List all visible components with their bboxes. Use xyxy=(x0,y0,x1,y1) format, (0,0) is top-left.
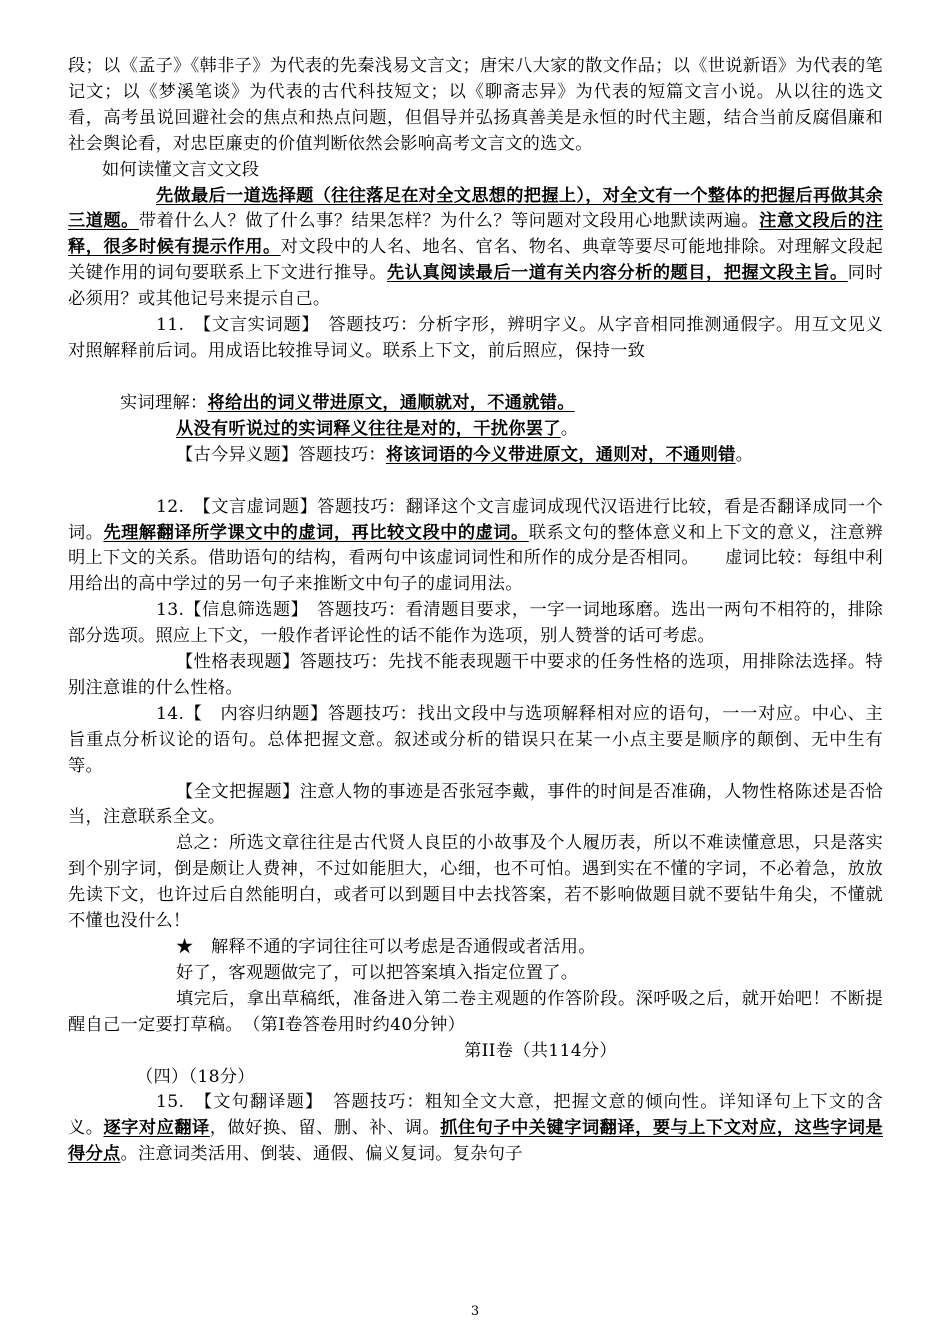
paragraph-reading-method xyxy=(68,184,883,314)
key-point: 抓住句子中关键字词翻译，要与上下文对应，这些字词是得分点 xyxy=(68,1118,883,1165)
label: 实词理解： xyxy=(120,392,208,413)
question-11: 11. 【文言实词题】 答题技巧：分析字形，辨明字义。从字音相同推测通假字。用互文见义对照解释前后词。用成语比较推导词义。联系上下文，前后照应，保持一致 xyxy=(68,315,883,361)
key-point: 注意文段后的注释，很多时候有提示作用。 xyxy=(68,211,883,258)
text-span: 联系文句的整体意义和上下文的意义，注意辨明上下文的关系。借助语句的结构，看两句中该虚词词性和所作的成分是否相同。 虚词比较：每组中利用给出的高中学过的另一句子来推断文中句子的虚词用法。 xyxy=(68,522,883,595)
question-12 xyxy=(68,495,883,599)
key-point: 将该词语的今义带进原文，通则对，不通则错 xyxy=(385,444,736,465)
text-span: 同时必须用？或其他记号来提示自己。 xyxy=(68,263,883,310)
star-note: ★ 解释不通的字词往往可以考虑是否通假或者活用。 xyxy=(176,937,596,957)
q11-word-meaning xyxy=(68,391,883,417)
text-span: 。 xyxy=(560,418,579,439)
text-span: 12. 【文言虚词题】答题技巧：翻译这个文言虚词成现代汉语进行比较，看是否翻译成同一个词。 xyxy=(68,496,883,543)
text-span: 。 xyxy=(735,444,754,465)
q11-unheard-meaning xyxy=(68,417,883,443)
q14-whole-text: 【全文把握题】注意人物的事迹是否张冠李戴，事件的时间是否准确，人物性格陈述是否恰当，注意联系全文。 xyxy=(68,781,883,828)
text-span: 15. 【文句翻译题】 答题技巧：粗知全文大意，把握文意的倾向性。详知译句上下文的含义。 xyxy=(68,1092,883,1139)
text-span: 带着什么人？做了什么事？结果怎样？为什么？等问题对文段用心地默读两遍。 xyxy=(138,211,760,232)
q11-ancient-modern xyxy=(68,443,883,469)
heading-how-to-read: 如何读懂文言文文段 xyxy=(102,159,260,180)
question-15 xyxy=(68,1090,883,1168)
question-13: 13.【信息筛选题】 答题技巧：看清题目要求，一字一词地琢磨。选出一两句不相符的，排除部分选项。照应上下文，一般作者评论性的话不能作为选项，别人赞誉的话可考虑。 xyxy=(68,600,883,647)
question-14: 14.【 内容归纳题】答题技巧：找出文段中与选项解释相对应的语句，一一对应。中心、主旨重点分析议论的语句。总体把握文意。叙述或分析的错误只在某一小点主要是顺序的颠倒、无中生有等。 xyxy=(68,703,883,776)
key-point: 先做最后一道选择题（往往落足在对全文思想的把握上），对全文有一个整体的把握后再做其余三道题。 xyxy=(68,185,883,232)
section-4-heading: （四）（18分） xyxy=(136,1066,255,1087)
paragraph-intro: 段；以《孟子》《韩非子》为代表的先秦浅易文言文；唐宋八大家的散文作品；以《世说新语》为代表的笔记文；以《梦溪笔谈》为代表的古代科技短文；以《聊斋志异》为代表的短篇文言小说。从以往的选文看，高考虽说回避社会的焦点和热点问题，但倡导并弘扬真善美是永恒的时代主题，结合当前反腐倡廉和社会舆论看，对忠臣廉吏的价值判断依然会影响高考文言文的选文。 xyxy=(68,56,883,154)
label: 【古今异义题】答题技巧： xyxy=(176,444,386,465)
key-point: 先理解翻译所学课文中的虚词，再比较文段中的虚词。 xyxy=(103,522,529,543)
next-step-note: 填完后，拿出草稿纸，准备进入第二卷主观题的作答阶段。深呼吸之后，就开始吧！不断提醒自己一定要打草稿。 （第Ⅰ卷答卷用时约40分钟） xyxy=(68,988,883,1035)
q13-character: 【性格表现题】答题技巧：先找不能表现题干中要求的任务性格的选项，用排除法选择。特别注意谁的什么性格。 xyxy=(68,652,883,698)
document-body xyxy=(68,54,883,1168)
text-span: ，做好换、留、删、补、调。 xyxy=(209,1118,441,1139)
text-span: 对文段中的人名、地名、官名、物名、典章等要尽可能地排除。对理解文段起关键作用的词句要联系上下文进行推导。 xyxy=(68,237,883,284)
text-span: 。注意词类活用、倒装、通假、偏义复词。复杂句子 xyxy=(120,1144,523,1165)
key-point: 从没有听说过的实词释义往往是对的，干扰你罢了 xyxy=(176,418,561,439)
key-point: 将给出的词义带进原文，通顺就对，不通就错。 xyxy=(207,392,575,413)
volume-2-heading: 第II卷（共114分） xyxy=(464,1040,617,1061)
summary-paragraph: 总之：所选文章往往是古代贤人良臣的小故事及个人履历表，所以不难读懂意思，只是落实到个别字词，倒是颇让人费神，不过如能胆大，心细，也不可怕。遇到实在不懂的字词，不必着急，放放先读下文，也许过后自然能明白，或者可以到题目中去找答案，若不影响做题目就不要钻牛角尖，不懂就不懂也没什么！ xyxy=(68,833,883,932)
key-point: 逐字对应翻译 xyxy=(103,1118,210,1139)
objective-done-note: 好了，客观题做完了，可以把答案填入指定位置了。 xyxy=(176,962,579,983)
key-point: 先认真阅读最后一道有关内容分析的题目，把握文段主旨。 xyxy=(387,263,848,284)
page-number: 3 xyxy=(470,1304,480,1319)
